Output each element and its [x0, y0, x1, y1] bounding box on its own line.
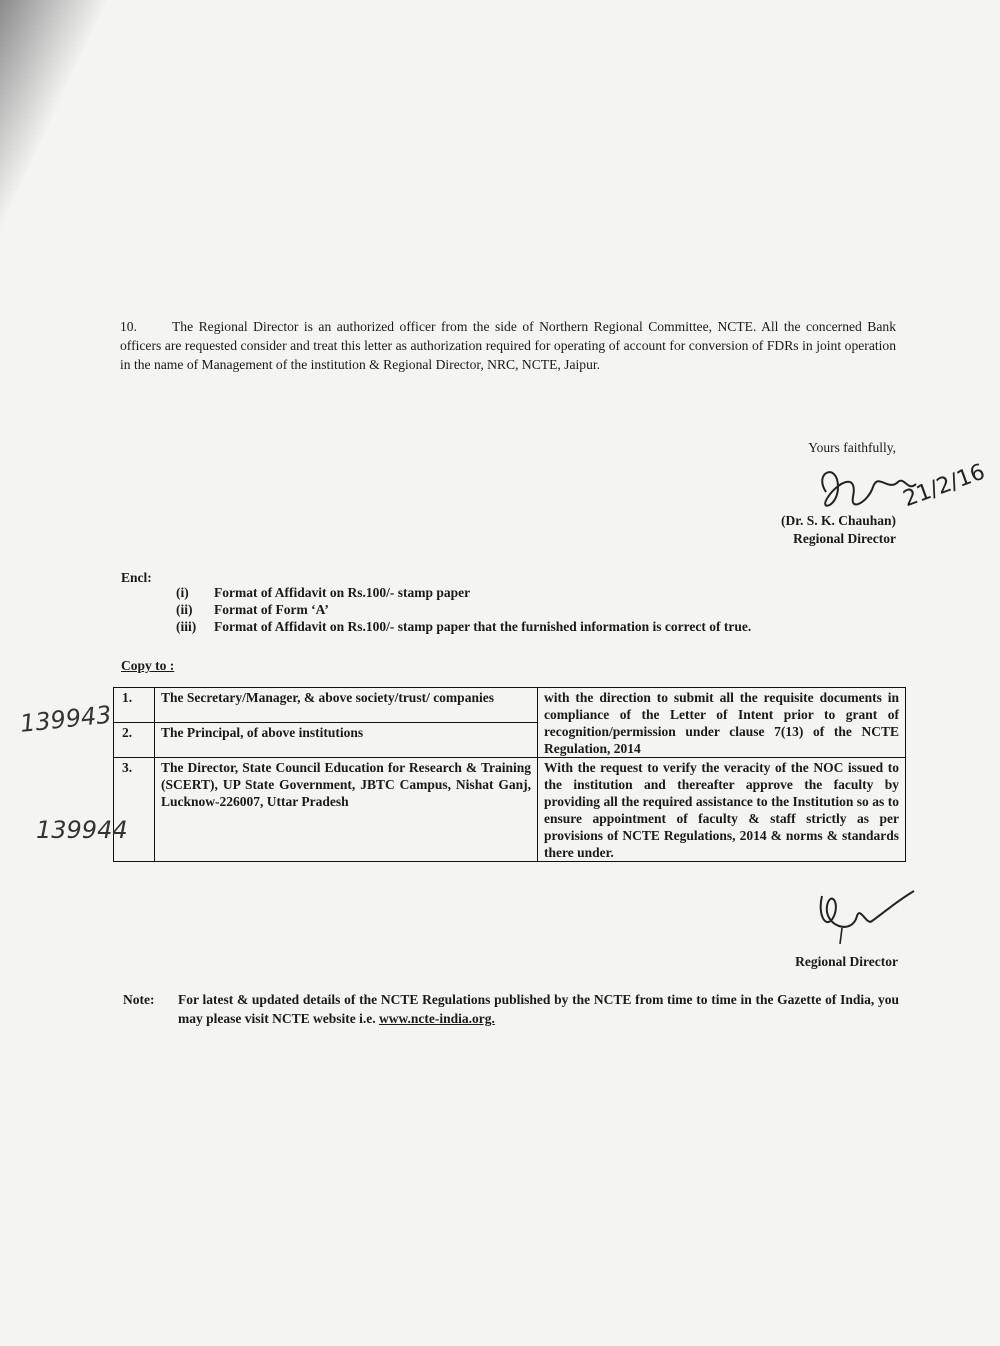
svg-text:139944: 139944 [36, 816, 128, 844]
paragraph-text: The Regional Director is an authorized officer from the side of Northern Regional Committee, NCTE. All the concerned Bank officers are requested consider and treat this letter as authorization required for operating of account for conversion of FDRs in joint operation in the name of Management of the institution & Regional Director, NRC, NCTE, Jaipur. [120, 319, 896, 372]
handwritten-number-2 [34, 808, 134, 848]
note-block [123, 990, 899, 1028]
note-label: Note: [123, 992, 155, 1007]
paragraph-number: 10. [120, 319, 137, 334]
note-text: For latest & updated details of the NCTE Regulations published by the NCTE from time to time in the Gazette of India, you may please visit NCTE website i.e. www.ncte-india.org. [178, 992, 899, 1026]
paragraph-10 [120, 317, 896, 374]
recipient-cell: The Director, State Council Education for Research & Training (SCERT), UP State Government, JBTC Campus, Nishat Ganj, Lucknow-226007, Uttar Pradesh [155, 758, 538, 862]
row-number: 1. [114, 688, 155, 723]
enclosures-title: Encl: [121, 570, 152, 585]
enclosure-item: (i) Format of Affidavit on Rs.100/- stamp paper [176, 585, 471, 600]
row-number: 2. [114, 723, 155, 758]
table-row [114, 758, 906, 862]
second-signoff: Regional Director [795, 954, 898, 969]
page-fold-shadow [0, 0, 120, 260]
enclosure-item: (ii) Format of Form ‘A’ [176, 602, 329, 617]
enclosure-item: (iii) Format of Affidavit on Rs.100/- stamp paper that the furnished information is correct of true. [176, 619, 752, 634]
copy-to-title: Copy to : [121, 658, 175, 673]
direction-cell: With the request to verify the veracity of the NOC issued to the institution and thereafter approve the faculty by providing all the required assistance to the Institution so as to ensure appointment of faculty & staff strictly as per provisions of NCTE Regulations, 2014 & norms & standards there under. [538, 758, 906, 862]
row-number: 3. [114, 758, 155, 862]
ncte-website-link[interactable]: www.ncte-india.org. [378, 1011, 495, 1026]
signer-block [781, 512, 896, 548]
handwritten-number-1 [18, 700, 113, 736]
closing-line: Yours faithfully, [808, 440, 896, 455]
recipient-cell: The Secretary/Manager, & above society/trust/ companies [155, 688, 538, 723]
table-row [114, 688, 906, 723]
copy-to-table [113, 687, 906, 862]
recipient-cell: The Principal, of above institutions [155, 723, 538, 758]
direction-cell: with the direction to submit all the requisite documents in compliance of the Letter of Intent prior to grant of recognition/permission under clause 7(13) of the NCTE Regulation, 2014 [538, 688, 906, 758]
svg-text:139943: 139943 [18, 700, 113, 738]
signer-title: Regional Director [793, 531, 896, 546]
signer-name: (Dr. S. K. Chauhan) [780, 513, 896, 528]
signature-2 [812, 886, 917, 946]
enclosures-list [176, 584, 751, 635]
signature-date: 21/2/16 [900, 459, 989, 513]
